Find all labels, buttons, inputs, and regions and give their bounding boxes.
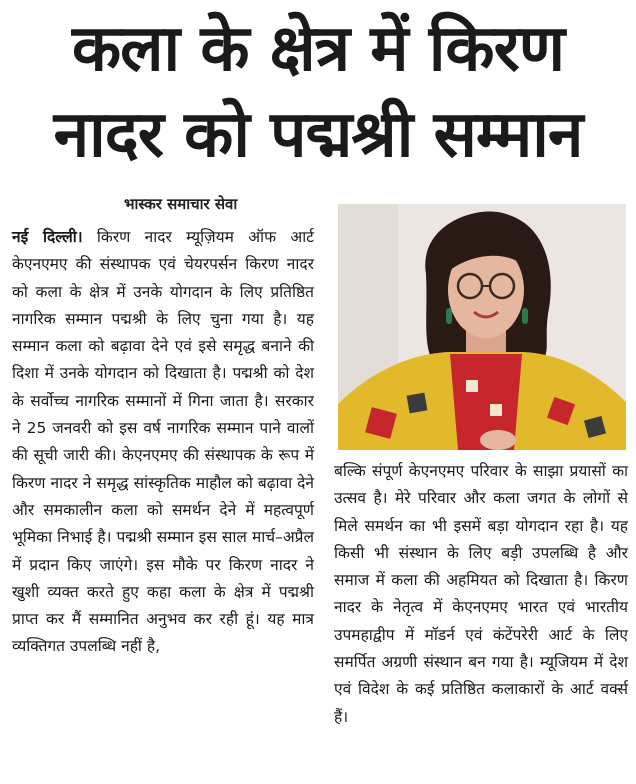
article-right-column	[334, 458, 628, 731]
headline	[0, 6, 636, 178]
article-body-left	[12, 224, 314, 661]
article-left-column	[12, 224, 314, 661]
portrait-illustration	[338, 204, 626, 450]
byline: भास्कर समाचार सेवा	[124, 195, 238, 213]
headline-line-2: नादर को पद्मश्री सम्मान	[53, 98, 583, 172]
portrait-photo	[338, 204, 626, 450]
right-column-text: बल्कि संपूर्ण केएनएमए परिवार के साझा प्रयासों का उत्सव है। मेरे परिवार और कला जगत के लोगों से मिले समर्थन का भी इसमें बड़ा योगदान रहा है। यह किसी भी संस्थान के लिए बड़ी उपलब्धि है और समाज में कला की अहमियत को दिखाता है। किरण नादर के नेतृत्व में केएनएमए भारत एवं भारतीय उपमहाद्वीप में मॉडर्न एवं कंटेंपरेरी आर्ट के लिए समर्पित अग्रणी संस्थान बन गया है। म्यूजियम में देश एवं विदेश के कई प्रतिष्ठित कलाकारों के आर्ट वर्क्स हैं।	[334, 462, 628, 726]
left-column-text: किरण नादर म्यूज़ियम ऑफ आर्ट केएनएमए की संस्थापक एवं चेयरपर्सन किरण नादर को कला के क्षेत्र में उनके योगदान के लिए प्रतिष्ठित नागरिक सम्मान पद्मश्री के लिए चुना गया है। यह सम्मान कला को बढ़ावा देने एवं इसे समृद्ध बनाने की दिशा में उनके योगदान को दिखाता है। पद्मश्री को देश के सर्वोच्च नागरिक सम्मानों में गिना जाता है। सरकार ने 25 जनवरी को इस वर्ष नागरिक सम्मान पाने वालों की सूची जारी की। केएनएमए की संस्थापक के रूप में किरण नादर ने समृद्ध सांस्कृतिक माहौल को बढ़ावा देने और समकालीन कला को समर्थन देने में महत्वपूर्ण भूमिका निभाई है। पद्मश्री सम्मान इस साल मार्च–अप्रैल में प्रदान किए जाएंगे। इस मौके पर किरण नादर ने खुशी व्यक्त करते हुए कहा कला के क्षेत्र में पद्मश्री प्राप्त कर मैं सम्मानित अनुभव कर रही हूं। यह मात्र व्यक्तिगत उपलब्धि नहीं है,	[12, 228, 314, 656]
headline-line-1: कला के क्षेत्र में किरण	[71, 12, 565, 86]
dateline: नई दिल्ली।	[12, 228, 83, 246]
